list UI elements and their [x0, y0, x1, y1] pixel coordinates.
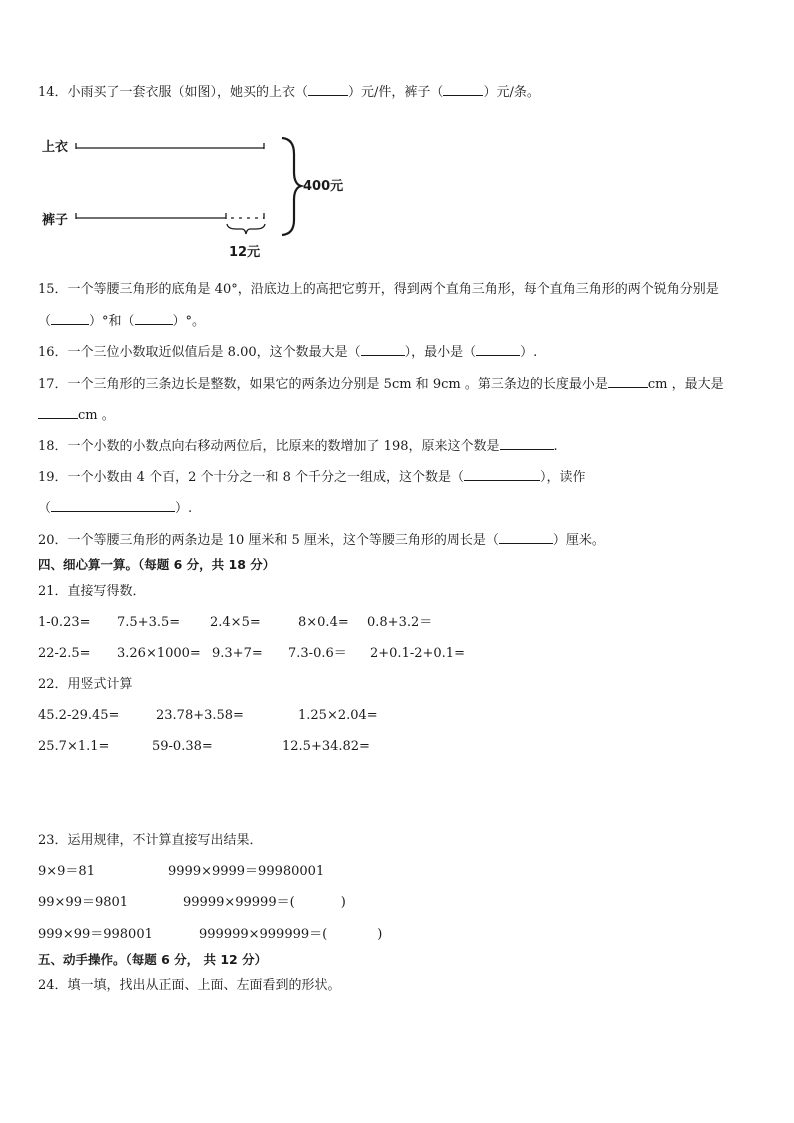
- answer-blank[interactable]: [464, 468, 540, 481]
- q17-text-c: cm 。: [78, 408, 115, 423]
- q19-text-b: ），读作: [540, 470, 586, 485]
- question-15-line1: 15．一个等腰三角形的底角是 40°，沿底边上的高把它剪开，得到两个直角三角形，每个直角三角形的两个锐角分别是: [38, 282, 719, 297]
- q14-text-b: ）元/件，裤子（: [348, 85, 444, 100]
- question-19-line1: [38, 468, 586, 487]
- pattern-item-answer: [183, 894, 346, 912]
- label-pants: 裤子: [42, 213, 69, 228]
- question-16: [38, 343, 537, 362]
- answer-blank[interactable]: [135, 312, 173, 325]
- vertical-calc-item: 45.2-29.45=: [38, 708, 120, 723]
- question-18: [38, 437, 558, 456]
- pattern-item-answer: [199, 926, 382, 944]
- question-17-line1: [38, 375, 724, 394]
- calc-item: 22-2.5=: [38, 646, 91, 661]
- pattern-close: ): [340, 895, 346, 910]
- pattern-close: ): [377, 927, 383, 942]
- q15-text-c: ）°。: [172, 314, 206, 329]
- answer-blank[interactable]: [51, 499, 175, 512]
- q15-text-b: ）°和（: [89, 314, 135, 329]
- section-5-heading: 五、动手操作。（每题 6 分， 共 12 分）: [38, 952, 268, 967]
- pattern-item: 9×9＝81: [38, 864, 95, 879]
- calc-item: 7.3-0.6＝: [288, 646, 347, 661]
- answer-blank[interactable]: [51, 312, 89, 325]
- q16-text-c: ）.: [520, 345, 538, 360]
- total-brace: [282, 138, 301, 235]
- calc-item: 3.26×1000=: [117, 646, 201, 661]
- q18-text-b: .: [553, 439, 558, 454]
- calc-item: 2.4×5=: [210, 615, 261, 630]
- calc-item: 9.3+7=: [212, 646, 263, 661]
- calc-item: 8×0.4=: [298, 615, 349, 630]
- q14-text-c: ）元/条。: [483, 85, 540, 100]
- diff-brace: [227, 224, 265, 234]
- q20-text-b: ）厘米。: [552, 533, 605, 548]
- answer-blank[interactable]: [500, 437, 554, 450]
- label-diff: 12元: [229, 245, 261, 260]
- vertical-calc-item: 12.5+34.82=: [282, 739, 370, 754]
- answer-blank[interactable]: [608, 375, 648, 388]
- q17-text-a: 17．一个三角形的三条边长是整数，如果它的两条边分别是 5cm 和 9cm 。第三条边的长度最小是: [38, 377, 608, 392]
- calc-item: 7.5+3.5=: [117, 615, 181, 630]
- section-4-heading: 四、细心算一算。（每题 6 分，共 18 分）: [38, 557, 276, 572]
- question-14: [38, 83, 540, 102]
- pattern-item: 999×99＝998001: [38, 927, 153, 942]
- question-15-line2: [38, 312, 205, 331]
- q19-text-c: （: [38, 501, 52, 516]
- q19-text-d: ）.: [175, 501, 193, 516]
- question-20: [38, 531, 605, 550]
- q15-text-a: （: [38, 314, 52, 329]
- calc-item: 1-0.23=: [38, 615, 91, 630]
- q16-text-b: ），最小是（: [404, 345, 477, 360]
- label-shirt: 上衣: [42, 140, 69, 155]
- question-17-line2: [38, 406, 115, 425]
- question-21-title: 21．直接写得数．: [38, 584, 146, 599]
- label-total: 400元: [303, 179, 344, 194]
- vertical-calc-item: 25.7×1.1=: [38, 739, 110, 754]
- answer-blank[interactable]: [38, 406, 78, 419]
- vertical-calc-item: 1.25×2.04=: [298, 708, 378, 723]
- q17-text-b: cm ，最大是: [647, 377, 724, 392]
- question-19-line2: [38, 499, 192, 518]
- question-22-title: 22．用竖式计算: [38, 677, 133, 692]
- vertical-calc-item: 23.78+3.58=: [156, 708, 244, 723]
- question-23-title: 23．运用规律，不计算直接写出结果．: [38, 833, 263, 848]
- pattern-item: 9999×9999＝99980001: [168, 864, 325, 879]
- question-24: 24．填一填，找出从正面、上面、左面看到的形状。: [38, 978, 341, 993]
- vertical-calc-item: 59-0.38=: [152, 739, 213, 754]
- answer-blank[interactable]: [476, 343, 520, 356]
- q14-text-a: 14．小雨买了一套衣服（如图），她买的上衣（: [38, 85, 309, 100]
- answer-blank[interactable]: [308, 83, 348, 96]
- pattern-text: 999999×999999＝(: [199, 927, 328, 942]
- answer-blank[interactable]: [499, 531, 553, 544]
- q19-text-a: 19．一个小数由 4 个百，2 个十分之一和 8 个千分之一组成，这个数是（: [38, 470, 465, 485]
- pattern-text: 99999×99999＝(: [183, 895, 295, 910]
- answer-blank[interactable]: [361, 343, 405, 356]
- calc-item: 2+0.1-2+0.1=: [370, 646, 465, 661]
- calc-item: 0.8+3.2＝: [367, 615, 433, 630]
- q18-text-a: 18．一个小数的小数点向右移动两位后，比原来的数增加了 198，原来这个数是: [38, 439, 500, 454]
- answer-blank[interactable]: [443, 83, 483, 96]
- q16-text-a: 16．一个三位小数取近似值后是 8.00，这个数最大是（: [38, 345, 361, 360]
- pattern-item: 99×99＝9801: [38, 895, 129, 910]
- segment-diagram: [70, 130, 310, 250]
- q20-text-a: 20．一个等腰三角形的两条边是 10 厘米和 5 厘米，这个等腰三角形的周长是（: [38, 533, 499, 548]
